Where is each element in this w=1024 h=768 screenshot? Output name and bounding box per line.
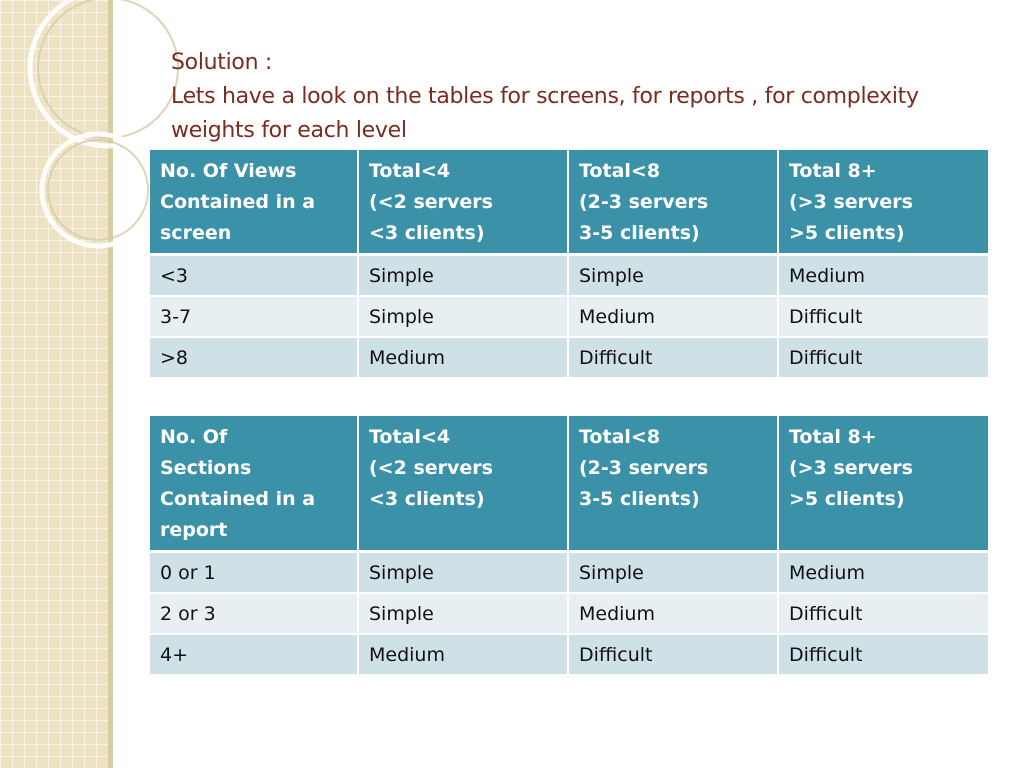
title-line-1: Solution : [171, 50, 273, 75]
table-row [150, 552, 988, 594]
table-row [150, 255, 988, 297]
table-header-row [150, 416, 988, 552]
table-row [150, 296, 988, 337]
header-cell-total-8: Total<8 (2-3 servers 3-5 clients) [568, 150, 778, 255]
header-cell-total-4: Total<4 (<2 servers <3 clients) [358, 416, 568, 552]
header-cell-total-8-plus: Total 8+ (>3 servers >5 clients) [778, 150, 988, 255]
table-cell: Medium [778, 552, 988, 594]
slide-title [171, 46, 1001, 148]
table-cell: Medium [568, 593, 778, 634]
table-row [150, 634, 988, 675]
reports-complexity-table [150, 416, 988, 676]
table-cell: Difficult [778, 593, 988, 634]
table-cell: Simple [358, 552, 568, 594]
screens-complexity-table [150, 150, 988, 379]
table-cell: Medium [358, 337, 568, 378]
table-cell: Simple [568, 552, 778, 594]
table-cell: Difficult [568, 634, 778, 675]
header-cell-views: No. Of Views Contained in a screen [150, 150, 358, 255]
table-cell: Medium [778, 255, 988, 297]
title-line-3: weights for each level [171, 118, 407, 143]
table-cell: >8 [150, 337, 358, 378]
table-cell: Difficult [778, 296, 988, 337]
table-cell: 3-7 [150, 296, 358, 337]
table-cell: Medium [358, 634, 568, 675]
table-cell: Difficult [778, 634, 988, 675]
table-cell: Simple [358, 255, 568, 297]
header-cell-total-8-plus: Total 8+ (>3 servers >5 clients) [778, 416, 988, 552]
table-cell: Simple [358, 296, 568, 337]
table-row [150, 337, 988, 378]
table-cell: Difficult [778, 337, 988, 378]
table-row [150, 593, 988, 634]
table-cell: Difficult [568, 337, 778, 378]
table-cell: 4+ [150, 634, 358, 675]
title-line-2: Lets have a look on the tables for screens, for reports , for complexity [171, 84, 919, 109]
table-cell: <3 [150, 255, 358, 297]
header-cell-total-8: Total<8 (2-3 servers 3-5 clients) [568, 416, 778, 552]
table-cell: 0 or 1 [150, 552, 358, 594]
table-header-row [150, 150, 988, 255]
table-cell: Simple [358, 593, 568, 634]
header-cell-sections: No. Of Sections Contained in a report [150, 416, 358, 552]
header-cell-total-4: Total<4 (<2 servers <3 clients) [358, 150, 568, 255]
table-cell: Medium [568, 296, 778, 337]
table-cell: Simple [568, 255, 778, 297]
table-cell: 2 or 3 [150, 593, 358, 634]
